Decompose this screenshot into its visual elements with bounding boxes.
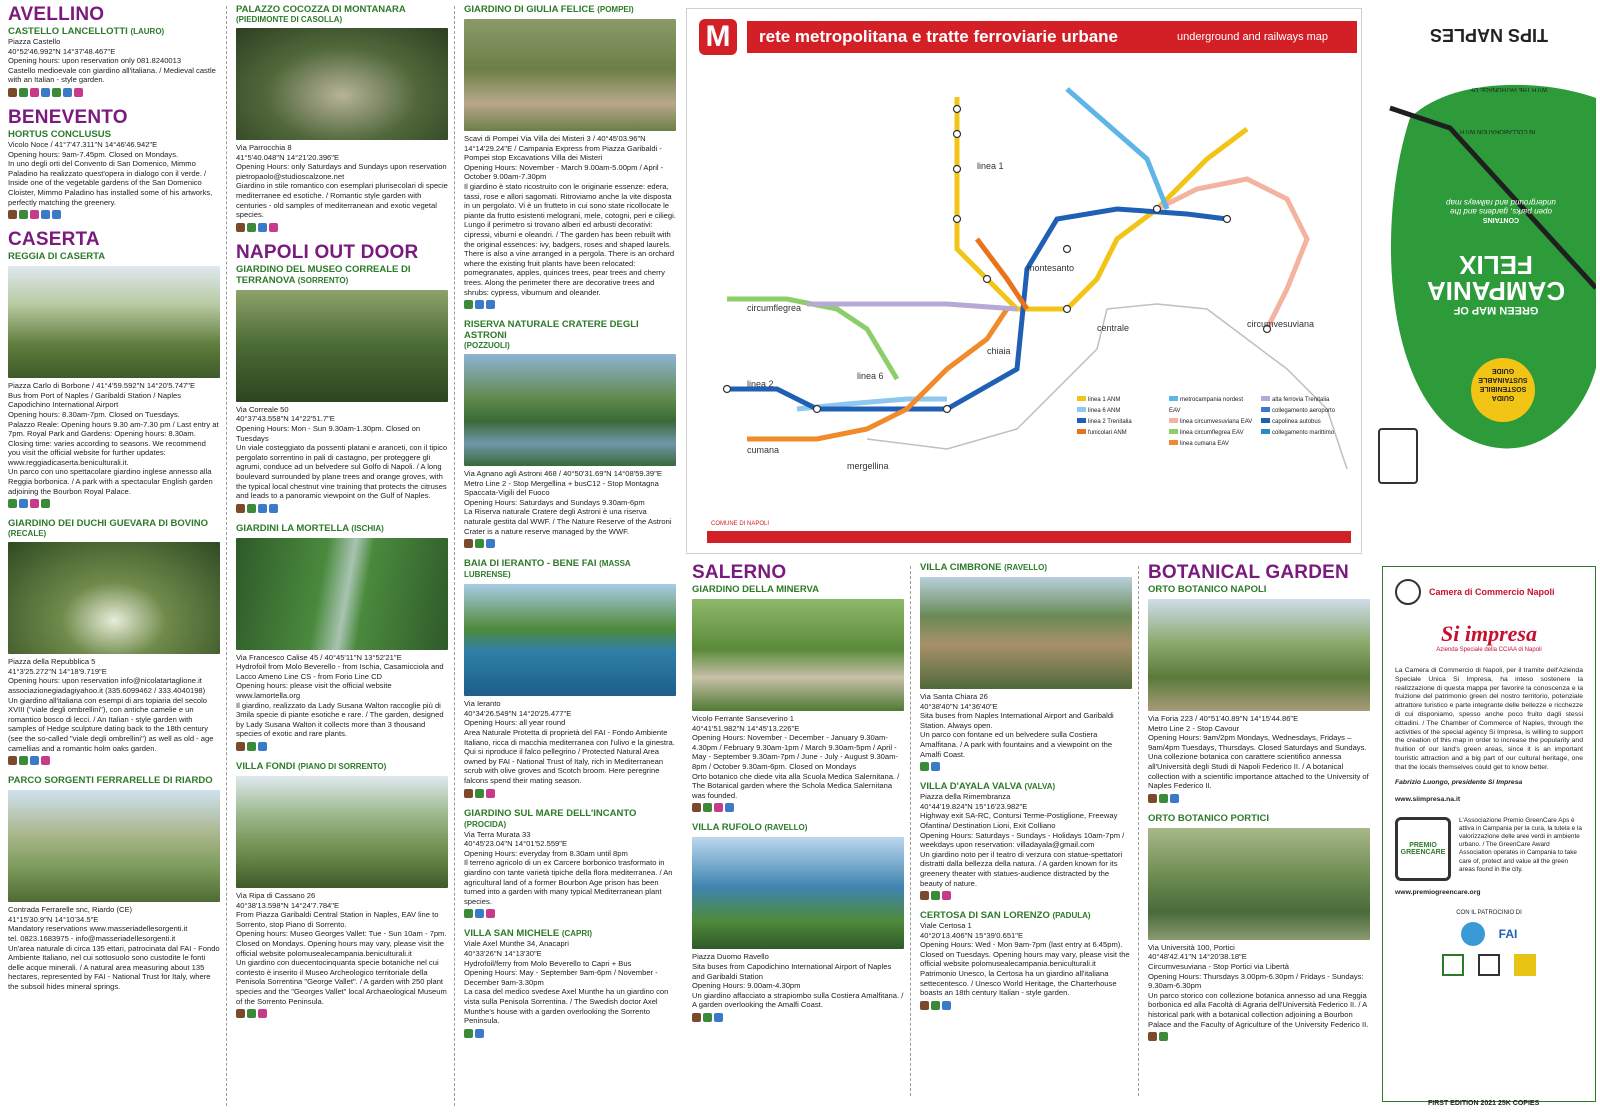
tree-icon [464, 1029, 473, 1038]
tree-icon [920, 762, 929, 771]
amenity-icons [8, 756, 220, 765]
entry-subtitle: (RECALE) [8, 529, 47, 539]
entry-title: GIARDINO DELLA MINERVA [692, 584, 820, 595]
entry-title: BAIA DI IERANTO - BENE FAI (MASSA LUBRENSE) [464, 558, 631, 580]
entry-giulia-felice [464, 4, 676, 309]
station-bagnoli [814, 406, 821, 413]
label-linea-1: linea 1 [977, 161, 1004, 171]
entry-title: ORTO BOTANICO NAPOLI [1148, 584, 1267, 595]
entry-body: Vicolo Ferrante Sanseverino 1 40°41'51.982"N 14°45'13.226"E Opening Hours: November - December - January 9.30am-4.30pm / February 9.30am-1pm / March 9.30am-5pm / April - May - September 9.30am-7pm / June - July - August 9.30am-8pm / October 9.30am-6pm. Closed on Mondays Orto botanico che diede vita alla Scuola Medica Salernitana. / The Botanical garden where the Schola Medica Salernitana was founded. [692, 714, 900, 800]
entry-title: PALAZZO COCOZZA DI MONTANARA [236, 4, 406, 15]
label-mergellina: mergellina [847, 461, 889, 471]
legend-item: linea circumvesuviana EAV [1169, 417, 1255, 428]
amenity-icons [692, 1013, 904, 1022]
tree-icon [703, 1013, 712, 1022]
reggia-photo [8, 266, 220, 378]
tree-icon [475, 789, 484, 798]
amenity-icons [1148, 794, 1370, 803]
entry-body: Via Foria 223 / 40°51'40.89"N 14°15'44.86"E Metro Line 2 - Stop Cavour Opening Hours: 9am/2pm Mondays, Wednesdays, Fridays – 9am/4pm Tuesdays, Thursdays. Closed Saturdays and Sundays. Una collezione botanica con carattere scientifico annessa all'Università degli Studi di Napoli Federico II. / A botanical collection with a scientific importance attached to the University of Naples Federico II. [1148, 714, 1369, 791]
entry-la-mortella [236, 523, 448, 751]
bench-icon [464, 539, 473, 548]
tree-icon [1159, 1032, 1168, 1041]
cover-title-line1: GREEN MAP OF [1453, 304, 1539, 316]
entry-giardino-minerva [692, 562, 904, 812]
entry-body: Scavi di Pompei Via Villa dei Misteri 3 / 40°45'03.96"N 14°14'29.24"E / Campania Express from Piazza Garibaldi - Pompei stop Excavations Villa dei Misteri Opening Hours: November - March 9.00am-5.00pm / April - October 9.00am-7.30pm Il giardino è stato ricostruito con le originarie essenze: edera, tassi, rose e allori sagomati. Ritroviamo anche la vite disposta in un pergolato. Vi è un frutteto in cui sono state ricollocate le piante da frutto esistenti melograni, mele, cotogni, peri e ciliegi. Lungo il perimetro si trovano alberi ed arbusti decorativi: cipressi, viburni e oleandri. / The garden has been rebuilt with the original essences: ivy, badgers, roses and shaped laurels. There is also a vine arranged in a pergola. There is an orchard where the existing fruit plants have been relocated: pomegranates, apples, quinces trees, pear trees and cherry trees. Along the perimeter there are decorative trees and shrubs: cypress, viburnum and oleander. [464, 134, 676, 297]
legend-item: linea 1 ANM [1077, 395, 1163, 406]
label-linea-6: linea 6 [857, 371, 884, 381]
accessible-icon [63, 88, 72, 97]
amenity-icons [692, 803, 904, 812]
amenity-icons [464, 300, 676, 309]
child-icon [41, 756, 50, 765]
wc-icon [714, 1013, 723, 1022]
amenity-icons [236, 504, 448, 513]
guide-badge: GUIDA SOSTENIBILE SUSTAINABLE GUIDE [1478, 367, 1528, 401]
region-salerno: SALERNO [692, 562, 787, 583]
family-icon [269, 223, 278, 232]
station-chiaiano [954, 131, 961, 138]
entry-body: Via Francesco Calise 45 / 40°45'11"N 13°52'21"E Hydrofoil from Molo Beverello - from Ischia, Casamicciola and Lacco Ameno Line CS - from Forio Line CD Opening hours: please visit the official website www.lamortella.org Il giardino, realizzato da Lady Susana Walton raccoglie più di 3mila specie di piante esotiche e rare. / The garden, designed by Lady Susana Walton it collects more than 3 thousand species of exotic and rare plants. [236, 652, 444, 739]
patronage-logo-2 [1442, 954, 1464, 976]
tree-icon [931, 891, 940, 900]
patronage-logo-4 [1514, 954, 1536, 976]
orto-portici-photo [1148, 828, 1370, 940]
siimpresa-url: www.siimpresa.na.it [1395, 795, 1461, 803]
orto-napoli-photo [1148, 599, 1370, 711]
entry-title: VILLA CIMBRONE (RAVELLO) [920, 562, 1048, 573]
column-gardens-naples-area [464, 4, 676, 1114]
entry-title: GIARDINO SUL MARE DELL'INCANTO (PROCIDA) [464, 807, 637, 829]
entry-body: Piazza Carlo di Borbone / 41°4'59.592"N 14°20'5.747"E Bus from Port of Naples / Garibaldi Station / Naples Capodichino International Airport Opening hours: 8.30am-7pm. Closed on Tuesdays. Palazzo Reale: Opening hours 9.30 am-7.30 pm / Last entry at 7pm. Royal Park and Gardens: Opening hours: 8.30am. Closing time: varies according to seasons. We recommend you visit the official website for further updates: www.reggiadicaserta.beniculturali.it. Un parco con uno spettacolare giardino inglese annesso alla Reggia borbonica. / A park with a spectacular English garden adjoining the Bourbon Royal Palace. [8, 381, 219, 496]
child-icon [74, 88, 83, 97]
entry-body: Via Correale 50 40°37'43.558"N 14°22'51.7"E Opening Hours: Mon - Sun 9.30am-1.30pm. Closed on Tuesdays Un viale costeggiato da possenti platani e aranceti, con il tipico pergolato sorrentino in pali di castagno, per proteggere gli agrumi, conduce ad un belvedere sul Golfo di Napoli. / A long boulevard surrounded by plane trees and orange groves, with the typical local chestnut vine training that protects the citruses and leads to a panoramic viewpoint on the Gulf of Naples. [236, 404, 448, 501]
tree-icon [703, 803, 712, 812]
bench-icon [920, 891, 929, 900]
wc-icon [30, 756, 39, 765]
station-pozzuoli [724, 386, 731, 393]
entry-body: Via Parrocchia 8 41°5'40.048"N 14°21'20.396"E Opening Hours: only Saturdays and Sundays upon reservation pietropaolo@studioscalzone.net Giardino in stile romantico con esemplari plurisecolari di specie mediterranee ed esotiche. / Romantic style garden with centuries - old samples of mediterranean and exotic vegetal species. [236, 143, 448, 220]
entry-body: Piazza Castello 40°52'46.992"N 14°37'48.467"E Opening hours: upon reservation only 081.8240013 Castello medioevale con giardino all'italiana. / Medieval castle with an Italian - style garden. [8, 37, 216, 85]
entry-title: VILLA D'AYALA VALVA (VALVA) [920, 781, 1056, 793]
family-icon [486, 909, 495, 918]
metro-map-panel [686, 8, 1362, 554]
bench-icon [8, 210, 17, 219]
fountain-icon [41, 499, 50, 508]
region-botanical-garden: BOTANICAL GARDEN [1148, 562, 1349, 583]
amenity-icons [8, 499, 220, 508]
entry-title: GIARDINI LA MORTELLA (ISCHIA) [236, 522, 384, 534]
ieranto-photo [464, 584, 676, 696]
amenity-icons [464, 539, 676, 548]
entry-reggia-di-caserta [8, 229, 220, 508]
legend-item: capolinea autobus [1261, 417, 1347, 428]
bench-icon [1148, 1032, 1157, 1041]
metro-logo: M [699, 19, 737, 55]
column-separator [226, 6, 227, 1106]
bench-icon [464, 789, 473, 798]
map-legend [1077, 395, 1347, 450]
column-salerno [692, 562, 904, 1102]
edition-footer: FIRST EDITION 2021 25K COPIES [1428, 1100, 1540, 1107]
wc-icon [41, 210, 50, 219]
wc-icon [475, 300, 484, 309]
column-ravello-padula [920, 562, 1132, 1102]
amenity-icons [236, 1009, 448, 1018]
bus-icon [8, 499, 17, 508]
entry-title: VILLA SAN MICHELE (CAPRI) [464, 928, 593, 940]
cover-contains: CONTAINS open parks, gardens and the underground and railways map [1446, 198, 1556, 223]
region-caserta: CASERTA [8, 229, 100, 251]
family-icon [942, 891, 951, 900]
amenity-icons [920, 891, 1132, 900]
station-toledo [1064, 306, 1071, 313]
entry-title: ORTO BOTANICO PORTICI [1148, 812, 1270, 824]
patronage-label: CON IL PATROCINIO DI [1456, 909, 1522, 916]
amenity-icons [236, 223, 448, 232]
wc-icon [258, 223, 267, 232]
entry-palazzo-cocozza [236, 4, 448, 232]
label-chiaia: chiaia [987, 346, 1011, 356]
legend-item: linea 2 Trenitalia [1077, 417, 1163, 428]
bike-icon [30, 499, 39, 508]
greencare-block [1395, 817, 1583, 881]
legend-item: collegamento marittimo [1261, 428, 1347, 439]
entry-body: Viale Certosa 1 40°20'13.406"N 15°39'0.651"E Opening Hours: Wed - Mon 9am-7pm (last entry at 6.45pm). Closed on Tuesdays. Opening hours may vary, please visit the official website polomusealecampania.beniculturali.it Patrimonio Unesco, la Certosa ha un giardino all'italiana settecentesco. / Unesco World Heritage, the Charterhouse boasts an 18th century Italian - style garden. [920, 921, 1130, 998]
tree-icon [247, 1009, 256, 1018]
map-bottom-bar [707, 531, 1351, 543]
tree-icon [19, 88, 28, 97]
entry-body: Via Ripa di Cassano 26 40°38'13.598"N 14°24'7.784"E From Piazza Garibaldi Central Station in Naples, EAV line to Sorrento, stop Piano di Sorrento. Opening hours: Museo Georges Vallet: Tue - Sun 10am - 7pm. Closed on Mondays. Opening hours may vary, please visit the official website polomusealecampania.beniculturali.it Un giardino con duecentocinquanta specie botaniche nel cui contesto è inserito il Museo Archeologico territoriale della Penisola Sorrentina "George Vallet". / A garden with 250 plant species and the "Georges Vallet" local Archaeological Museum of the Sorrento Peninsula. [236, 891, 447, 1006]
fondi-photo [236, 776, 448, 888]
comune-di-napoli-label: COMUNE DI NAPOLI [711, 521, 770, 527]
station-piscinola [954, 106, 961, 113]
cover-patronage: WITH THE PATRONAGE OF [1470, 86, 1548, 92]
legend-item: funicolari ANM [1077, 428, 1163, 439]
station-museo [1064, 246, 1071, 253]
station-colli-aminei [954, 166, 961, 173]
wc-icon [475, 909, 484, 918]
legend-item: alta ferrovia Trenitalia [1261, 395, 1347, 406]
family-icon [30, 88, 39, 97]
wc-icon [931, 762, 940, 771]
accessible-icon [269, 504, 278, 513]
legend-item: linea 6 ANM [1077, 406, 1163, 417]
entry-villa-san-michele [464, 928, 676, 1037]
chamber-title: Camera di Commercio Napoli [1429, 587, 1555, 597]
entry-orto-botanico-portici [1148, 813, 1370, 1041]
greencare-url: www.premiogreencare.org [1395, 888, 1481, 896]
amenity-icons [8, 88, 220, 97]
column-separator [910, 566, 911, 1096]
coastline-2 [867, 309, 1107, 449]
tree-icon [464, 909, 473, 918]
cover-collaboration: IN COLLABORATION WITH [1460, 128, 1536, 134]
entry-body: Vicolo Noce / 41°7'47.311"N 14°46'46.942"E Opening hours: 9am-7.45pm. Closed on Mondays. In uno degli orti del Convento di San Domenico, Mimmo Paladino ha realizzato quest'opera in dialogo con il verde. / Inside one of the vegetable gardens of the San Domenico Cloister, Mimmo Paladino has installed some of his artworks, perfectly matching the greenery. [8, 139, 213, 207]
bench-icon [236, 504, 245, 513]
entry-giardino-incanto [464, 808, 676, 919]
entry-castello-lancellotti [8, 4, 220, 97]
tree-icon [247, 742, 256, 751]
amenity-icons [464, 1029, 676, 1038]
column-avellino-caserta [8, 4, 220, 1114]
entry-body: Piazza della Rimembranza 40°44'19.824"N 15°16'23.982"E Highway exit SA-RC, Contursi Terme-Postiglione, Freeway Ofantina/ Destination Lioni, Exit Colliano Opening Hours: Saturdays - Sundays - Holidays 10am-7pm / weekdays upon reservation: villadayala@gmail.com Un giardino noto per il teatro di verzura con statue-spettatori distratti dalla bellezza della natura. / A garden known for its greenery theater with statues-audience distracted by the beauty of nature. [920, 792, 1125, 888]
fai-logo: FAI [1498, 926, 1518, 941]
bench-icon [236, 1009, 245, 1018]
entry-body: Via Università 100, Portici 40°48'42.41"N 14°20'38.18"E Circumvesuviana - Stop Portici via Libertà Opening Hours: Thursdays 3.00pm-6.30pm / Fridays - Sundays: 9.30am-6.30pm Un parco storico con collezione botanica annesso ad una Reggia borbonica ed alla Facoltà di Agraria dell'Università Federico II. / A historical park with a botanical collection adjoining a Bourbon Palace and the Faculty of Agriculture of the University Federico II. [1148, 942, 1369, 1029]
label-circumflegrea: circumflegrea [747, 303, 802, 313]
station-vanvitelli [984, 276, 991, 283]
entry-body: Piazza della Repubblica 5 41°3'25.272"N 14°18'9.719"E Opening hours: upon reservation info@nicolatartaglione.it associazionegiadagiyahoo.it (335.6099462 / 333.4040198) Un giardino all'italiana con esempi di ars topiaria del secolo XVIII ("viale degli ombrellini"), con antiche camelie e un romantico bosco di lecci. / An Italian - style garden with samples of Hedge sculpture dating back to the 18th century (see the so-called "viale degli ombrellini") as well as old - age camellias and a romantic holm oaks garden. [8, 657, 214, 753]
entry-villa-rufolo [692, 822, 904, 1022]
back-panel [1382, 566, 1596, 1102]
entry-body: Contrada Ferrarelle snc, Riardo (CE) 41°15'30.9"N 14°10'34.5"E Mandatory reservations www.masseriadellesorgenti.it tel. 0823.1683975 - info@masseriadellesorgenti.it Un'area naturale di circa 135 ettari, patrocinata dal FAI - Fondo Ambiente Italiano, nel cui sottosuolo sono custodite le fonti delle acque minerali. / A natural area measuring about 135 hectares, represented by FAI - National Trust for Italy, where the subsoil hides mineral springs. [8, 905, 220, 991]
si-impresa-logo [1395, 621, 1583, 653]
region-avellino: AVELLINO [8, 4, 105, 25]
patronage-logo-1 [1461, 922, 1485, 946]
cover-brand: TIPS NAPLES [1430, 25, 1549, 45]
entry-certosa-san-lorenzo [920, 910, 1132, 1010]
family-icon [258, 1009, 267, 1018]
metro-map-title: rete metropolitana e tratte ferroviarie urbane [759, 27, 1119, 46]
cocozza-photo [236, 28, 448, 140]
entry-cratere-astroni [464, 319, 676, 548]
column-napoli-out-door [236, 4, 448, 1114]
fountain-icon [52, 88, 61, 97]
ferrarelle-photo [8, 790, 220, 902]
legend-item: collegamento aeroporto [1261, 406, 1347, 417]
entry-villa-cimbrone [920, 562, 1132, 771]
greencare-mini-logo [1378, 428, 1418, 484]
entry-hortus-conclusus [8, 107, 220, 219]
rufolo-photo [692, 837, 904, 949]
tree-icon [19, 756, 28, 765]
bench-icon [1148, 794, 1157, 803]
wc-icon [942, 1001, 951, 1010]
entry-orto-botanico-napoli [1148, 562, 1370, 803]
station-garibaldi [1154, 206, 1161, 213]
amenity-icons [464, 789, 676, 798]
entry-title: GIARDINO DEI DUCHI GUEVARA DI BOVINO [8, 518, 209, 530]
wc-icon [258, 504, 267, 513]
tree-icon [931, 1001, 940, 1010]
entry-title: CASTELLO LANCELLOTTI (LAURO) [8, 26, 165, 37]
entry-body: Piazza Duomo Ravello Sita buses from Capodichino International Airport of Naples and Garibaldi Station Opening Hours: 9.00am-4.30pm Un giardino affacciato a strapiombo sulla Costiera Amalfitana. / A garden overlooking the Amalfi Coast. [692, 952, 904, 1010]
family-icon [30, 210, 39, 219]
tree-icon [19, 210, 28, 219]
wc-icon [1170, 794, 1179, 803]
tree-icon [247, 223, 256, 232]
entry-guevara-di-bovino [8, 518, 220, 765]
label-circumvesuviana: circumvesuviana [1247, 319, 1315, 329]
entry-subtitle: (PIEDIMONTE DI CASOLLA) [236, 15, 343, 24]
entry-title: VILLA RUFOLO (RAVELLO) [692, 822, 808, 834]
wc-icon [41, 88, 50, 97]
entry-title: PARCO SORGENTI FERRARELLE DI RIARDO [8, 775, 213, 787]
bench-icon [8, 88, 17, 97]
patronage-logos [1395, 922, 1583, 946]
tree-icon [464, 300, 473, 309]
legend-item: linea circumflegrea EAV [1169, 428, 1255, 439]
column-separator [1138, 566, 1139, 1096]
chamber-logo [1395, 579, 1583, 605]
metro-network-svg [687, 9, 1363, 555]
amenity-icons [236, 742, 448, 751]
patronage-logos-2 [1395, 954, 1583, 976]
back-signature: Fabrizio Luongo, presidente Si Impresa [1395, 778, 1523, 786]
amenity-icons [464, 909, 676, 918]
entry-title: CERTOSA DI SAN LORENZO (PADULA) [920, 910, 1091, 922]
wc-icon [486, 539, 495, 548]
entry-title: RISERVA NATURALE CRATERE DEGLI ASTRONI [464, 319, 639, 342]
legend-item: metrocampania nordest EAV [1169, 397, 1244, 414]
bench-icon [236, 742, 245, 751]
tree-icon [475, 539, 484, 548]
cimbrone-photo [920, 577, 1132, 689]
astroni-photo [464, 354, 676, 466]
correale-photo [236, 290, 448, 402]
entry-body: Via Santa Chiara 26 40°38'40"N 14°36'40"E Sita buses from Naples International Airport and Garibaldi Station. Always open. Un parco con fontane ed un belvedere sulla Costiera Amalfitana. / A park with fountains and a viewpoint on the Amalfi Coast. [920, 692, 1114, 759]
entry-title: HORTUS CONCLUSUS [8, 128, 111, 140]
back-text: La Camera di Commercio di Napoli, per il tramite dell'Azienda Speciale Unica Si Impresa, ha inteso sostenere la realizzazione di questa mappa per favorire la conoscenza e la fruizione del patrimonio green del nostro territorio, potenziale attrattore turistico e parte integrante delle bellezze e ricchezze di cui disponiamo, spesso anche poco fruito dagli stessi cittadini. / The Chamber of Commerce of Naples, through the activities of the special agency Si Impresa, is willing to support the creation of this map in order to increase the popularity and fruition of our land's green areas, since it is an important touristic attraction and a big part of our cultural heritage, one that the locals themselves could get to know better. [1395, 667, 1583, 771]
entry-body: Viale Axel Munthe 34, Anacapri 40°33'26"N 14°13'30"E Hydrofoil/ferry from Molo Beverello to Capri + Bus Opening Hours: May - September 9am-6pm / November - December 9am-3.30pm La casa del medico svedese Axel Munthe ha un giardino con vista sulla Penisola Sorrentina. / The Swedish doctor Axel Munthe's house with a garden overlooking the Sorrento Peninsula. [464, 939, 669, 1026]
stations [724, 106, 1271, 413]
label-cumana: cumana [747, 445, 780, 455]
station-centro-direzionale [1224, 216, 1231, 223]
mortella-photo [236, 538, 448, 650]
entry-title: VILLA FONDI (PIANO DI SORRENTO) [236, 761, 387, 773]
alifana-route [1067, 89, 1167, 209]
bench-icon [920, 1001, 929, 1010]
patronage-logo-3 [1478, 954, 1500, 976]
metro-map-subtitle: underground and railways map [1177, 31, 1329, 43]
entry-villa-dayala-valva [920, 781, 1132, 900]
wc-icon [475, 1029, 484, 1038]
entry-body: Via Terra Murata 33 40°45'23.04"N 14°01'52.559"E Opening Hours: everyday from 8.30am until 8pm Il terreno agricolo di un ex Carcere borbonico trasformato in giardino con tante varietà tipiche della flora mediterranea. / An agricultural land of a former Bourbon Age prison has been turned into a garden with many typical Mediterranean plant species. [464, 829, 673, 906]
entry-body: Via Agnano agli Astroni 468 / 40°50'31.69"N 14°08'59.39"E Metro Line 2 - Stop Mergellina + busC12 - Stop Montagna Spaccata-Vigili del Fuoco Opening Hours: Saturdays and Sundays 9.30am-6pm La Riserva naturale Cratere degli Astroni è una riserva naturale gestita dal WWF. / The Nature Reserve of the Astroni Crater is a nature reserve managed by the WWF. [464, 469, 672, 536]
greencare-text: L'Associazione Premio GreenCare Aps è attiva in Campania per la cura, la tutela e la valorizzazione delle aree verdi in ambiente urbano. / The GreenCare Award Association operates in Campania to take care of, protect and value all the green areas found in the city. [1459, 816, 1582, 873]
wc-icon [258, 742, 267, 751]
entry-sorgenti-ferrarelle [8, 775, 220, 991]
line-1-route [957, 97, 1247, 309]
legend-item: linea cumana EAV [1169, 439, 1255, 450]
minerva-photo [692, 599, 904, 711]
amenity-icons [1148, 1032, 1370, 1041]
accessible-icon [486, 300, 495, 309]
entry-baia-di-ieranto [464, 558, 676, 797]
tree-icon [1159, 794, 1168, 803]
si-impresa-sub: Azienda Speciale della CCIAA di Napoli [1436, 647, 1542, 653]
label-centrale: centrale [1097, 323, 1130, 333]
bench-icon [692, 1013, 701, 1022]
label-linea-2: linea 2 [747, 379, 774, 389]
giulia-felice-photo [464, 19, 676, 131]
bench-icon [236, 223, 245, 232]
region-benevento: BENEVENTO [8, 106, 128, 128]
cover-title-line2: CAMPANIA [1426, 276, 1566, 306]
entry-museo-correale [236, 242, 448, 513]
chamber-seal-icon [1395, 579, 1421, 605]
entry-villa-fondi [236, 761, 448, 1018]
entry-body: Via Ieranto 40°34'26.549"N 14°20'25.477"E Opening Hours: all year round Area Naturale Protetta di proprietà del FAI - Fondo Ambiente Italiano, ricca di macchia mediterranea con l'ulivo e la ginestra. Qui si riproduce il falco pellegrino / Protected Natural Area owned by FAI - National Trust of Italy, rich in Mediterranean scrub with olive groves and Scotch broom. Here peregrine falcons spend their mating season. [464, 699, 675, 785]
bench-icon [692, 803, 701, 812]
station-mergellina [944, 406, 951, 413]
amenity-icons [920, 1001, 1132, 1010]
guevara-photo [8, 542, 220, 654]
entry-title: GIARDINO DI GIULIA FELICE (POMPEI) [464, 4, 634, 15]
cover-title [1406, 252, 1586, 316]
entry-title: GIARDINO DEL MUSEO CORREALE DI TERRANOVA (SORRENTO) [236, 263, 411, 286]
amenity-icons [8, 210, 220, 219]
tree-icon [247, 504, 256, 513]
cover-title-line3: FELIX [1459, 250, 1533, 280]
cover-panel [1370, 8, 1596, 554]
label-montesanto: montesanto [1027, 263, 1075, 273]
region-napoli-out-door: NAPOLI OUT DOOR [236, 241, 419, 263]
amenity-icons [920, 762, 1132, 771]
si-impresa-brand: Si impresa [1441, 621, 1537, 646]
wc-icon [725, 803, 734, 812]
greencare-logo: PREMIO GREENCARE [1395, 817, 1451, 881]
station-medaglie-oro [954, 216, 961, 223]
column-separator [454, 6, 455, 1106]
column-botanical-garden [1148, 562, 1370, 1102]
wc-icon [19, 499, 28, 508]
family-icon [714, 803, 723, 812]
entry-title: REGGIA DI CASERTA [8, 251, 106, 263]
family-icon [486, 789, 495, 798]
bench-icon [8, 756, 17, 765]
entry-subtitle: (POZZUOLI) [464, 341, 510, 351]
accessible-icon [52, 210, 61, 219]
